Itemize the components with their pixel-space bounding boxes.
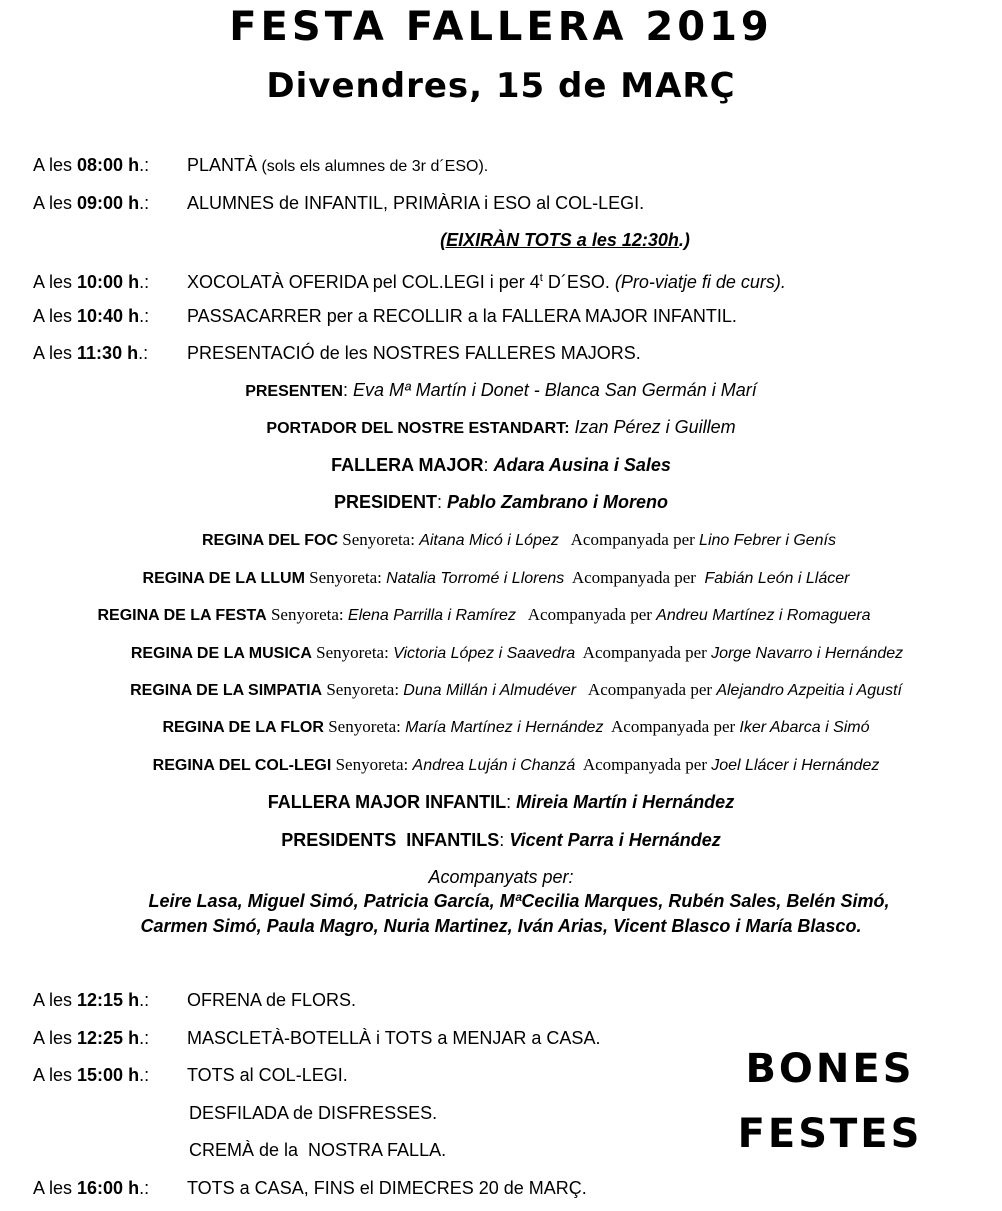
fallera-major-line: FALLERA MAJOR: Adara Ausina i Sales [331, 455, 671, 475]
schedule-time: 10:00 h [77, 272, 140, 292]
schedule-time: 11:30 h [77, 343, 139, 363]
schedule-extra-line: DESFILADA de DISFRESSES. [189, 1103, 438, 1123]
schedule-text: PASSACARRER per a RECOLLIR a la FALLERA MAJOR INFANTIL. [187, 306, 737, 326]
schedule-time: 12:25 h [77, 1028, 140, 1048]
schedule-text: TOTS al COL-LEGI. [187, 1065, 348, 1085]
schedule-row: A les 16:00 h.: TOTS a CASA, FINS el DIMECRES 20 de MARÇ. [33, 1178, 587, 1198]
schedule-text: ALUMNES de INFANTIL, PRIMÀRIA i ESO al COL-LEGI. [187, 193, 645, 213]
schedule-time: 09:00 h [77, 193, 140, 213]
schedule-row: A les 10:40 h.: PASSACARRER per a RECOLLIR a la FALLERA MAJOR INFANTIL. [33, 306, 737, 326]
portador-line: PORTADOR DEL NOSTRE ESTANDART: Izan Pérez i Guillem [266, 417, 736, 437]
schedule-time: 15:00 h [77, 1065, 140, 1085]
regina-line: REGINA DE LA MUSICA Senyoreta: Victoria López i Saavedra Acompanyada per Jorge Navarro i Hernández [130, 643, 904, 662]
schedule-text: XOCOLATÀ OFERIDA pel COL.LEGI i per 4 [187, 272, 540, 292]
schedule-note: (Pro-viatje fi de curs). [614, 272, 786, 292]
president-line: PRESIDENT: Pablo Zambrano i Moreno [333, 492, 669, 512]
schedule-time: 08:00 h [77, 155, 140, 175]
presidents-infantils-line: PRESIDENTS INFANTILS: Vicent Parra i Hernández [281, 830, 721, 850]
regina-line: REGINA DE LA FLOR Senyoreta: María Martínez i Hernández Acompanyada per Iker Abarca i Simó [162, 717, 870, 736]
schedule-row: A les 09:00 h.: ALUMNES de INFANTIL, PRIMÀRIA i ESO al COL-LEGI. [33, 193, 645, 213]
schedule-row: A les 11:30 h.: PRESENTACIÓ de les NOSTRES FALLERES MAJORS. [33, 343, 641, 363]
schedule-extra-line: CREMÀ de la NOSTRA FALLA. [189, 1140, 447, 1160]
schedule-row: A les 08:00 h.: PLANTÀ (sols els alumnes de 3r d´ESO). [33, 155, 489, 175]
schedule-text: MASCLETÀ-BOTELLÀ i TOTS a MENJAR a CASA. [187, 1028, 601, 1048]
regina-line: REGINA DE LA LLUM Senyoreta: Natalia Torromé i Llorens Acompanyada per Fabián León i Llácer [142, 568, 850, 587]
presenten-line: PRESENTEN: Eva Mª Martín i Donet - Blanca San Germán i Marí [245, 380, 757, 400]
eixiran-note: (EIXIRÀN TOTS a les 12:30h.) [440, 230, 690, 250]
bones-festes-word-2: FESTES [737, 1111, 923, 1157]
regina-line: REGINA DEL COL-LEGI Senyoreta: Andrea Luján i Chanzá Acompanyada per Joel Llácer i Hernández [152, 755, 880, 774]
regina-line: REGINA DE LA SIMPATIA Senyoreta: Duna Millán i Almudéver Acompanyada per Alejandro Azpeitia i Agustí [130, 680, 902, 699]
schedule-text: TOTS a CASA, FINS el DIMECRES 20 de MARÇ. [187, 1178, 587, 1198]
schedule-row: A les 12:15 h.: OFRENA de FLORS. [33, 990, 357, 1010]
page-subtitle: Divendres, 15 de MARÇ [266, 66, 736, 106]
regina-line: REGINA DEL FOC Senyoreta: Aitana Micó i López Acompanyada per Lino Febrer i Genís [201, 530, 836, 549]
schedule-text: PRESENTACIÓ de les NOSTRES FALLERES MAJORS. [187, 343, 641, 363]
acompanyats-line-1: Leire Lasa, Miguel Simó, Patricia García, MªCecilia Marques, Rubén Sales, Belén Simó, [148, 891, 890, 911]
schedule-time: 16:00 h [77, 1178, 140, 1198]
schedule-time: 10:40 h [77, 306, 140, 326]
acompanyats-line-2: Carmen Simó, Paula Magro, Nuria Martinez, Iván Arias, Vicent Blasco i María Blasco. [140, 916, 862, 936]
fallera-major-infantil-line: FALLERA MAJOR INFANTIL: Mireia Martín i Hernández [267, 792, 735, 812]
schedule-row: A les 12:25 h.: MASCLETÀ-BOTELLÀ i TOTS a MENJAR a CASA. [33, 1028, 601, 1048]
schedule-time: 12:15 h [77, 990, 140, 1010]
schedule-text: PLANTÀ [187, 155, 258, 175]
bones-festes-word-1: BONES [745, 1046, 915, 1092]
schedule-note: (sols els alumnes de 3r d´ESO). [257, 158, 489, 175]
page-title: FESTA FALLERA 2019 [229, 4, 773, 50]
schedule-row: A les 10:00 h.: XOCOLATÀ OFERIDA pel COL.LEGI i per 4$^t$ D´ESO. (Pro-viatje fi de curs). [33, 272, 786, 292]
acompanyats-label: Acompanyats per: [428, 867, 574, 887]
schedule-row: A les 15:00 h.: TOTS al COL-LEGI. [33, 1065, 348, 1085]
regina-line: REGINA DE LA FESTA Senyoreta: Elena Parrilla i Ramírez Acompanyada per Andreu Martínez i Romaguera [97, 605, 871, 624]
schedule-text: OFRENA de FLORS. [187, 990, 357, 1010]
